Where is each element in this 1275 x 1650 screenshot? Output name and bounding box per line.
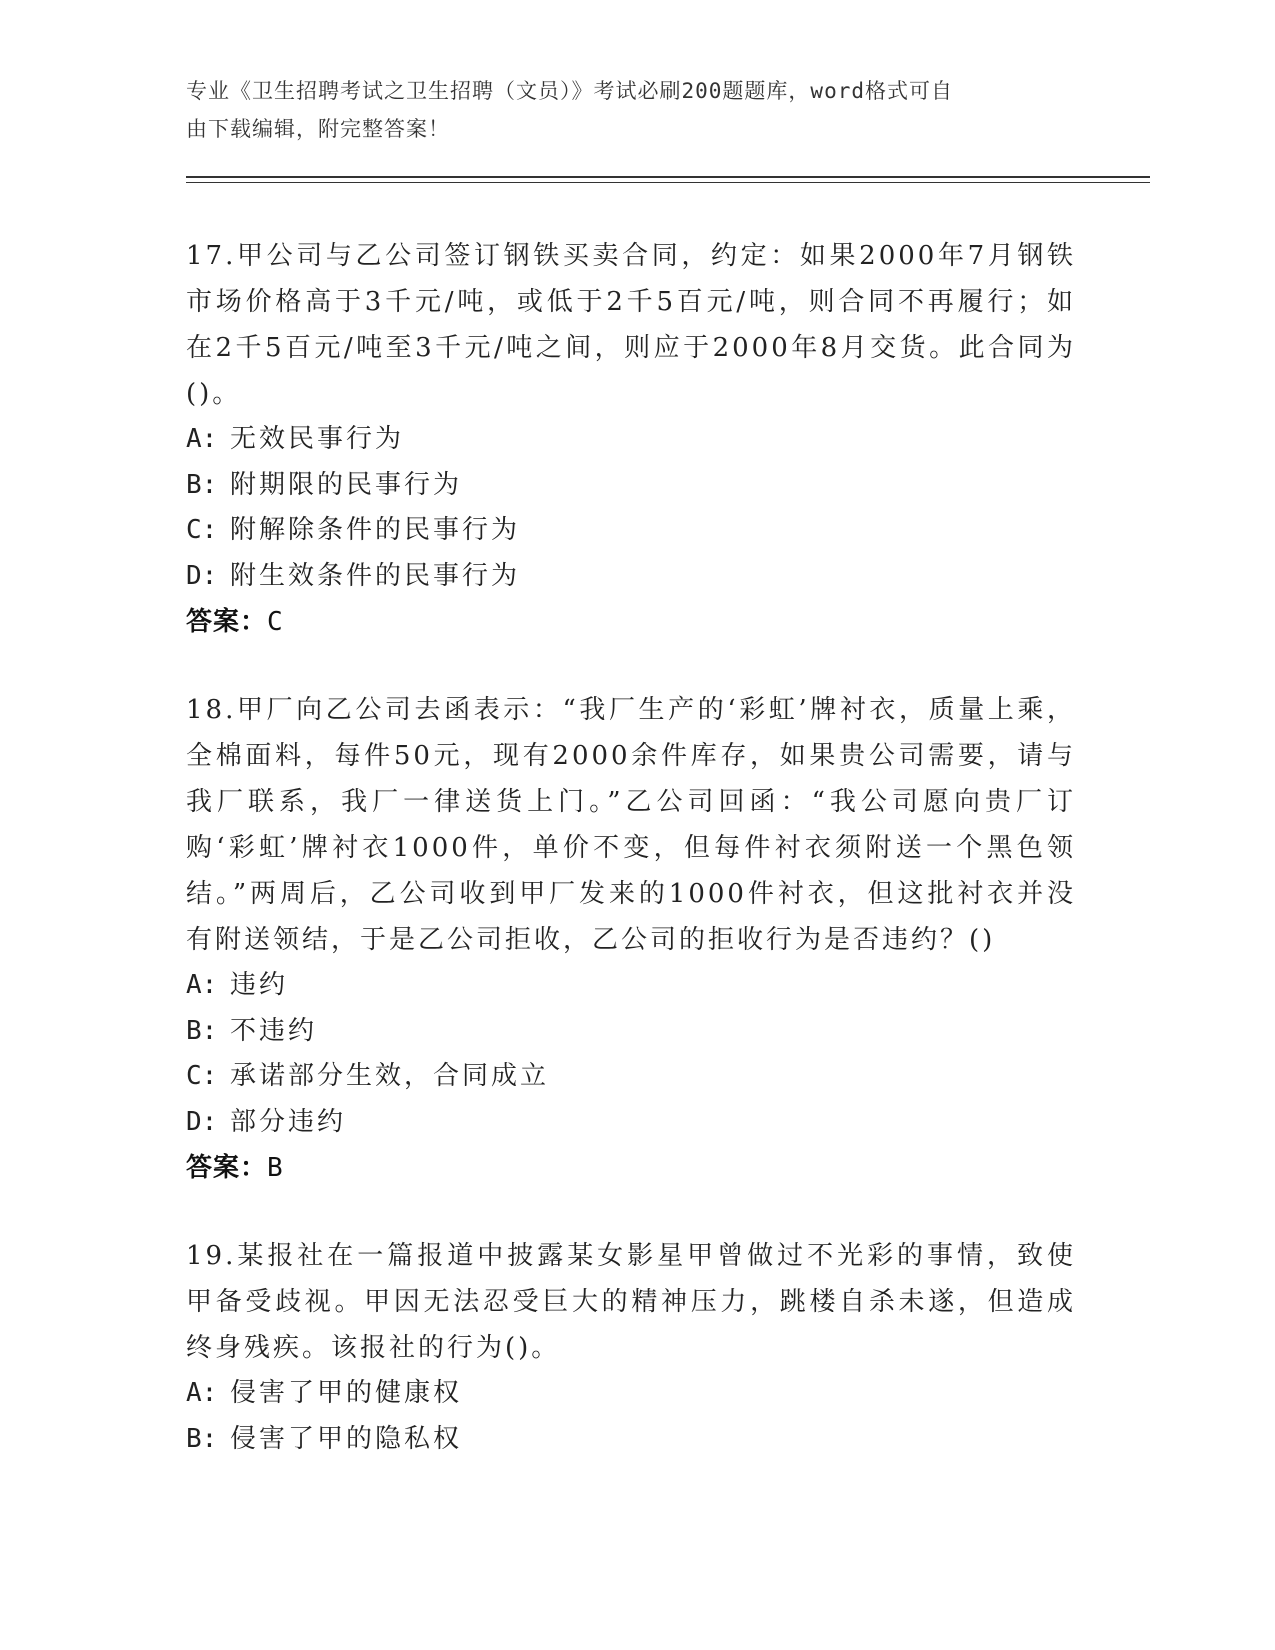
option-b (186, 463, 1076, 509)
option-text: 违约 (230, 970, 289, 1000)
option-text: 附期限的民事行为 (230, 469, 463, 500)
answer-value: B (267, 1153, 284, 1183)
option-text: 无效民事行为 (230, 424, 405, 454)
option-letter: D: (186, 560, 218, 591)
header-divider-thin (186, 182, 1150, 183)
option-d (186, 1100, 1076, 1146)
question-17 (186, 233, 1076, 645)
header-line-2: 由下载编辑，附完整答案！ (186, 117, 450, 141)
option-letter: B: (186, 1015, 218, 1046)
option-a (186, 1371, 1076, 1417)
question-stem: 18.甲厂向乙公司去函表示：“我厂生产的‘彩虹’牌衬衣，质量上乘，全棉面料，每件50元，现有2000余件库存，如果贵公司需要，请与我厂联系，我厂一律送货上门。”乙公司回函：“我公司愿向贵厂订购‘彩虹’牌衬衣1000件，单价不变，但每件衬衣须附送一个黑色领结。”两周后，乙公司收到甲厂发来的1000件衬衣，但这批衬衣并没有附送领结，于是乙公司拒收，乙公司的拒收行为是否违约？() (186, 695, 1076, 955)
option-text: 侵害了甲的健康权 (230, 1378, 463, 1408)
option-letter: B: (186, 1423, 218, 1454)
option-c (186, 508, 1076, 554)
answer-line (186, 599, 1076, 645)
option-d (186, 554, 1076, 600)
option-letter: C: (186, 515, 218, 545)
question-list (186, 233, 1076, 1504)
option-b (186, 1009, 1076, 1055)
answer-label: 答案： (186, 607, 268, 637)
option-letter: C: (186, 1061, 218, 1091)
option-text: 不违约 (230, 1015, 318, 1046)
header-divider-thick (186, 176, 1150, 178)
option-b (186, 1417, 1076, 1463)
option-text: 侵害了甲的隐私权 (230, 1423, 463, 1454)
option-letter: A: (186, 1378, 218, 1408)
question-19 (186, 1233, 1076, 1462)
option-a (186, 963, 1076, 1009)
option-text: 承诺部分生效，合同成立 (230, 1061, 550, 1091)
option-letter: A: (186, 970, 218, 1000)
header-line-1: 专业《卫生招聘考试之卫生招聘（文员）》考试必刷200题题库，word格式可自 (186, 79, 953, 103)
answer-label: 答案： (186, 1153, 268, 1183)
question-stem: 19.某报社在一篇报道中披露某女影星甲曾做过不光彩的事情，致使甲备受歧视。甲因无法忍受巨大的精神压力，跳楼自杀未遂，但造成终身残疾。该报社的行为()。 (186, 1241, 1076, 1363)
option-text: 附解除条件的民事行为 (230, 515, 521, 545)
option-c (186, 1054, 1076, 1100)
option-text: 附生效条件的民事行为 (230, 560, 521, 591)
document-header (186, 72, 1086, 148)
option-letter: A: (186, 424, 218, 454)
answer-value: C (267, 607, 284, 637)
question-stem: 17.甲公司与乙公司签订钢铁买卖合同，约定：如果2000年7月钢铁市场价格高于3千元/吨，或低于2千5百元/吨，则合同不再履行；如在2千5百元/吨至3千元/吨之间，则应于2000年8月交货。此合同为()。 (186, 241, 1076, 409)
option-letter: B: (186, 469, 218, 500)
answer-line (186, 1145, 1076, 1191)
option-letter: D: (186, 1106, 218, 1137)
option-text: 部分违约 (230, 1106, 347, 1137)
question-18 (186, 687, 1076, 1191)
option-a (186, 417, 1076, 463)
